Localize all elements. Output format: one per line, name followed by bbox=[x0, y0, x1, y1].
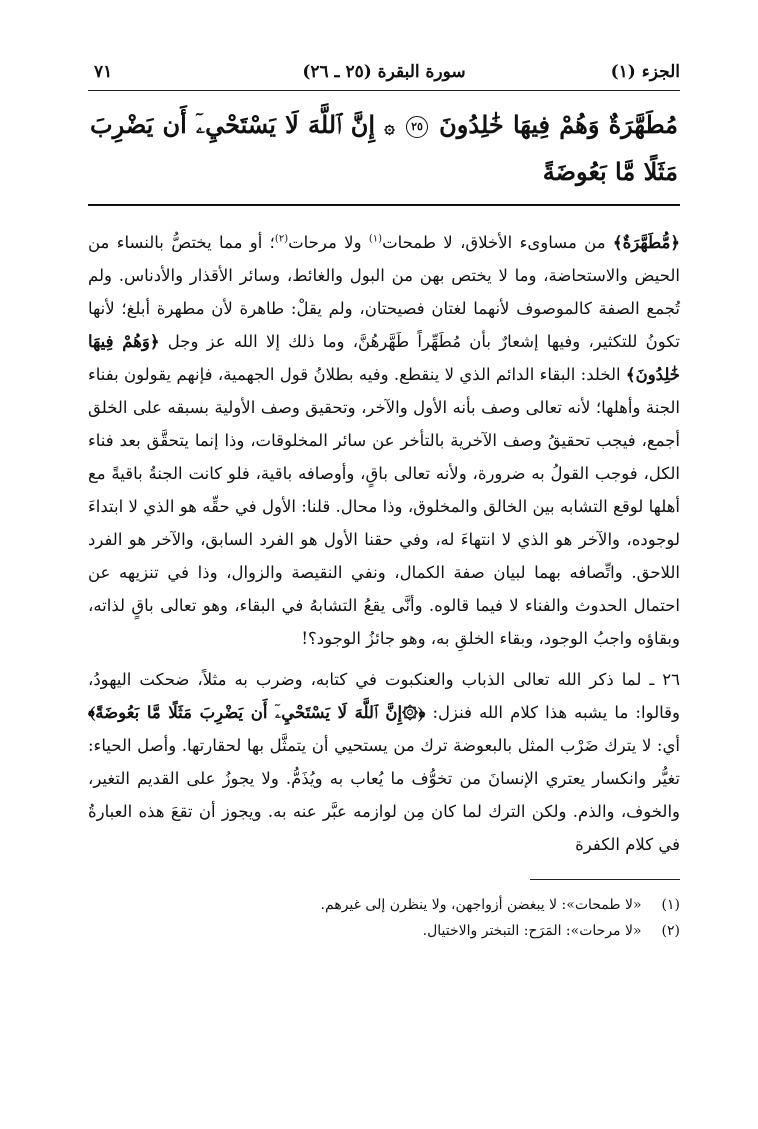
paragraph-text: من مساوىء الأخلاق، لا طمحات bbox=[382, 233, 613, 252]
verse-text-b: إِنَّ ٱللَّهَ لَا يَسْتَحْيِۦٓ أَن يَضْرِبَ مَثَلًا مَّا بَعُوضَةً bbox=[90, 110, 678, 186]
verse-text-a: مُطَهَّرَةٌ وَهُمْ فِيهَا خَٰلِدُونَ bbox=[439, 110, 679, 139]
footnote-ref-2[interactable]: (٢) bbox=[274, 233, 289, 245]
tafsir-paragraph-1 bbox=[88, 226, 680, 655]
part-label: الجزء (١) bbox=[610, 62, 680, 82]
surah-title: سورة البقرة (٢٥ ـ ٢٦) bbox=[302, 62, 466, 82]
page-header bbox=[88, 56, 680, 91]
footnotes bbox=[88, 892, 680, 944]
footnote-number: (١) bbox=[661, 897, 680, 913]
hizb-icon: ۞ bbox=[384, 117, 395, 138]
paragraph-text: الخلد: البقاء الدائم الذي لا ينقطع. وفيه بطلانُ قول الجهمية، فإنهم يقولون بفناء الجنة وأهلها؛ لأنه تعالى وصف بأنه الأول والآخر، وتحقيق وصف الأولية بسبقه على الخلق أجمع، فيجب تحقيقُ وصف الآخرية بالتأخر عن سائر المخلوقات، وذا إنما يتحقَّق بعد فناء الكل، فوجب القولُ به ضرورة، ولأنه تعالى باقٍ، وأوصافه باقية، فلو كانت الجنةُ باقيةً مع أهلها لوقع التشابه بين الخالق والمخلوق، وذا محال. قلنا: الأول في حقِّه هو الذي لا ابتداءَ لوجوده، والآخر هو الذي لا انتهاءَ له، وفي حقنا الأول هو الفرد السابق، والآخر هو الفرد اللاحق. واتِّصافه بهما لبيان صفة الكمال، ونفي النقيصة والزوال، وذا في تنزيهه عن احتمال الحدوث والفناء لا فيما قالوه. وأنَّى يقعُ التشابهُ في البقاء، وهو تعالى باقٍ لذاته، وبقاؤه واجبُ الوجود، وبقاء الخلقِ به، وهو جائزُ الوجود؟! bbox=[88, 365, 680, 648]
quoted-word: ﴿مُّطَهَّرَةٌ﴾ bbox=[612, 233, 680, 252]
footnote-item bbox=[88, 918, 680, 944]
footnote-item bbox=[88, 892, 680, 918]
quoted-verse: ﴿۞إِنَّ ٱللَّهَ لَا يَسْتَحْيِۦٓ أَن يَضْرِبَ مَثَلًا مَّا بَعُوضَةً﴾ bbox=[88, 703, 426, 722]
page bbox=[88, 56, 680, 944]
footnote-divider bbox=[530, 879, 680, 880]
footnote-number: (٢) bbox=[661, 923, 680, 939]
page-number: ٧١ bbox=[94, 62, 113, 82]
paragraph-text: ٢٦ ـ لما ذكر الله تعالى الذباب والعنكبوت في كتابه، وضرب به مثلاً، ضحكت اليهودُ، وقالوا: ما يشبه هذا كلام الله فنزل: bbox=[88, 670, 680, 722]
quran-verse-block bbox=[88, 103, 680, 206]
paragraph-text: ؛ أو مما يختصُّ بالنساء من الحيض والاستحاضة، وما لا يختص بهن من البول والغائط، وسائر الأقذار والأدناس. ولم تُجمع الصفة كالموصوف لأنهما لغتان فصيحتان، ولم يقلْ: طاهرة لأن مطهرة أبلغ؛ لأنها تكونُ للتكثير، وفيها إشعارٌ بأن مُطَهِّراً طَهَّرهُنَّ، وما ذلك إلا الله عز وجل bbox=[88, 233, 681, 351]
footnote-text: «لا مرحات»: المَرَح: التبختر والاختيال. bbox=[422, 923, 642, 939]
paragraph-text: ولا مرحات bbox=[288, 233, 369, 252]
ayah-number-marker: ٢٥ bbox=[406, 116, 428, 138]
footnote-text: «لا طمحات»: لا يبغضن أزواجهن، ولا ينظرن إلى غيرهم. bbox=[320, 897, 642, 913]
tafsir-paragraph-2 bbox=[88, 663, 680, 861]
tafsir-body bbox=[88, 226, 680, 861]
footnote-ref-1[interactable]: (١) bbox=[368, 233, 383, 245]
quoted-verse: ﴿وَهُمْ فِيهَا خَٰلِدُونَ﴾ bbox=[88, 332, 680, 384]
paragraph-text: أي: لا يترك ضَرْب المثل بالبعوضة ترك من يستحيي أن يتمثَّل بها لحقارتها. وأصل الحياء: تغيُّر وانكسار يعتري الإنسانَ من تخوُّف ما يُعاب به ويُذَمُّ. ولا يجوزُ على القديم التغير، والخوف، والذم. ولكن الترك لما كان مِن لوازمه عبَّر عنه به. ويجوز أن تقعَ هذه العبارةُ في كلام الكفرة bbox=[88, 736, 680, 854]
